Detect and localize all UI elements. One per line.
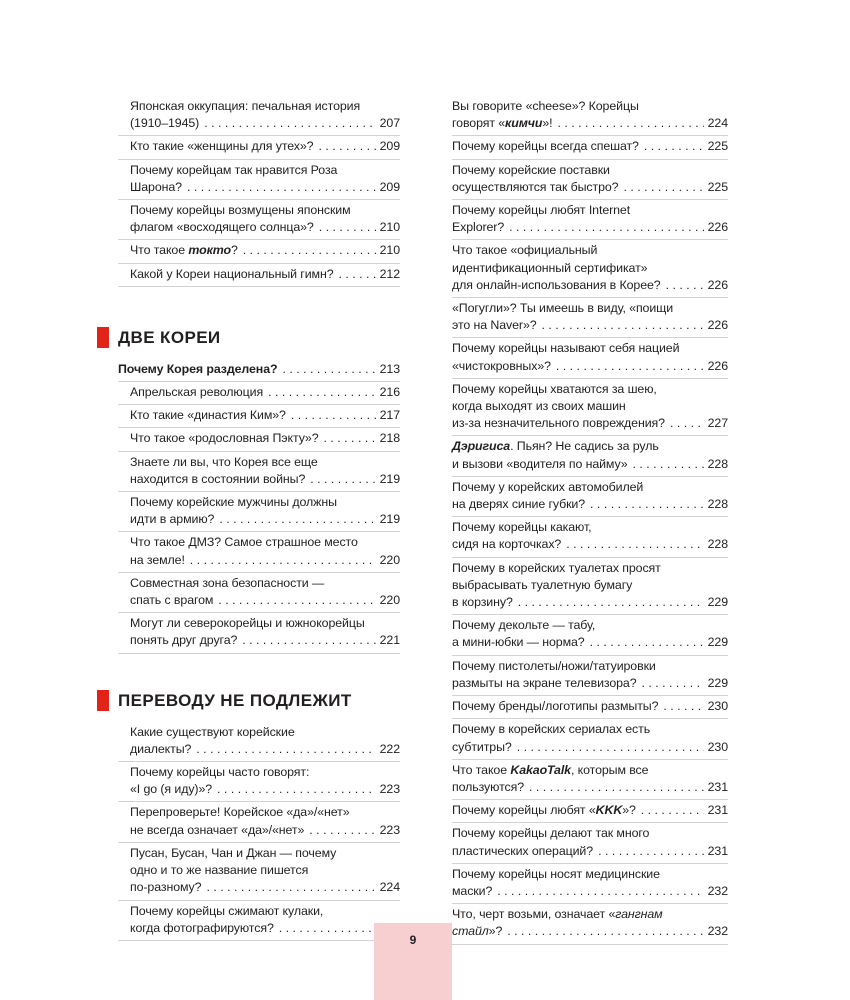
toc-leader-dots bbox=[314, 219, 376, 236]
toc-leader-dots bbox=[238, 242, 376, 259]
toc-page-number: 221 bbox=[379, 633, 400, 648]
toc-entry bbox=[452, 240, 728, 298]
toc-leader-dots bbox=[636, 802, 704, 819]
toc-page-number: 230 bbox=[707, 739, 728, 754]
toc-entry bbox=[452, 823, 728, 863]
toc-page-number: 232 bbox=[707, 883, 728, 898]
toc-leader-dots bbox=[182, 179, 376, 196]
toc-entry-text: Какие существуют корейские bbox=[130, 724, 295, 739]
toc-leader-dots bbox=[305, 471, 375, 488]
toc-page-number: 219 bbox=[379, 512, 400, 527]
toc-entry-text: не всегда означает «да»/«нет» bbox=[130, 822, 305, 837]
toc-entry bbox=[452, 298, 728, 338]
toc-entry-text: Перепроверьте! Корейское «да»/«нет» bbox=[130, 805, 350, 820]
toc-leader-dots bbox=[504, 219, 703, 236]
toc-entry bbox=[452, 615, 728, 655]
toc-entry-text: когда фотографируются? bbox=[130, 920, 274, 935]
toc-entry-text: флагом «восходящего солнца»? bbox=[130, 220, 314, 235]
toc-leader-dots bbox=[618, 179, 703, 196]
toc-entry bbox=[118, 492, 400, 532]
section-title-lost-in-translation: ПЕРЕВОДУ НЕ ПОДЛЕЖИТ bbox=[118, 690, 352, 710]
toc-entry bbox=[118, 532, 400, 572]
toc-leader-dots bbox=[191, 741, 375, 758]
toc-leader-dots bbox=[492, 883, 703, 900]
toc-page-number: 207 bbox=[379, 116, 400, 131]
toc-entry-text: это на Naver»? bbox=[452, 318, 537, 333]
toc-entry bbox=[452, 338, 728, 378]
toc-page-number: 228 bbox=[707, 497, 728, 512]
toc-entry bbox=[452, 558, 728, 616]
toc-leader-dots bbox=[263, 384, 376, 401]
toc-entry-text: по-разному? bbox=[130, 880, 202, 895]
toc-page-number: 227 bbox=[707, 416, 728, 431]
toc-page-number: 223 bbox=[379, 822, 400, 837]
toc-entry bbox=[118, 901, 400, 941]
toc-entry bbox=[118, 613, 400, 653]
toc-leader-dots bbox=[185, 552, 376, 569]
toc-page-number: 231 bbox=[707, 803, 728, 818]
toc-entry-text: пользуются? bbox=[452, 779, 525, 794]
toc-entry-text: Почему в корейских сериалах есть bbox=[452, 722, 651, 737]
toc-entry bbox=[452, 379, 728, 437]
toc-entry bbox=[452, 760, 728, 800]
toc-leader-dots bbox=[512, 739, 704, 756]
section-marker bbox=[97, 327, 109, 348]
toc-leader-dots bbox=[628, 456, 704, 473]
toc-leader-dots bbox=[277, 361, 375, 378]
toc-leader-dots bbox=[585, 634, 704, 651]
toc-page-number: 229 bbox=[707, 635, 728, 650]
toc-entry-text: Почему бренды/логотипы размыты? bbox=[452, 699, 659, 714]
toc-entry-text: Кто такие «женщины для утех»? bbox=[130, 139, 314, 154]
page-number: 9 bbox=[409, 933, 417, 947]
toc-leader-dots bbox=[665, 415, 704, 432]
toc-entry-text: Знаете ли вы, что Корея все еще bbox=[130, 454, 318, 469]
toc-leader-dots bbox=[561, 536, 703, 553]
toc-page-number: 225 bbox=[707, 179, 728, 194]
toc-leader-dots bbox=[274, 920, 376, 937]
toc-entry-text: Что такое ДМЗ? Самое страшное место bbox=[130, 535, 358, 550]
toc-page-number: 209 bbox=[379, 139, 400, 154]
toc-leader-dots bbox=[661, 277, 704, 294]
toc-block-two-koreas bbox=[118, 359, 400, 654]
toc-entry-text: Почему корейцы возмущены японским bbox=[130, 203, 351, 218]
toc-leader-dots bbox=[639, 138, 704, 155]
toc-entry-text: из-за незначительного повреждения? bbox=[452, 416, 665, 431]
toc-entry bbox=[118, 762, 400, 802]
toc-leader-dots bbox=[214, 511, 375, 528]
toc-entry bbox=[452, 160, 728, 200]
toc-entry-text: для онлайн-использования в Корее? bbox=[452, 277, 661, 292]
toc-entry bbox=[118, 200, 400, 240]
toc-page-number: 213 bbox=[379, 361, 400, 376]
toc-entry-text: Пусан, Бусан, Чан и Джан — почему bbox=[130, 845, 337, 860]
toc-entry-text: выбрасывать туалетную бумагу bbox=[452, 577, 633, 592]
toc-entry-text: говорят «кимчи»! bbox=[452, 116, 553, 131]
toc-entry bbox=[452, 800, 728, 823]
toc-entry-text: диалекты? bbox=[130, 741, 192, 756]
toc-entry-text: Что такое «официальный bbox=[452, 243, 598, 258]
toc-entry-text: (1910–1945) bbox=[130, 116, 200, 131]
toc-leader-dots bbox=[334, 266, 376, 283]
toc-page-number: 228 bbox=[707, 456, 728, 471]
toc-entry-text: Апрельская революция bbox=[130, 385, 264, 400]
toc-page-number: 220 bbox=[379, 552, 400, 567]
toc-leader-dots bbox=[237, 632, 375, 649]
toc-entry-text: Почему корейцы делают так много bbox=[452, 826, 650, 841]
toc-leader-dots bbox=[585, 496, 704, 513]
page-number-tab bbox=[374, 923, 452, 1000]
toc-leader-dots bbox=[319, 430, 376, 447]
toc-entry bbox=[452, 864, 728, 904]
toc-page-number: 224 bbox=[379, 880, 400, 895]
toc-page-number: 229 bbox=[707, 595, 728, 610]
toc-entry-text: на дверях синие губки? bbox=[452, 497, 586, 512]
toc-page-number: 230 bbox=[707, 699, 728, 714]
toc-entry bbox=[118, 96, 400, 136]
toc-entry-text: идти в армию? bbox=[130, 512, 215, 527]
toc-entry bbox=[118, 240, 400, 263]
toc-entry bbox=[452, 517, 728, 557]
toc-leader-dots bbox=[524, 779, 704, 796]
toc-entry-text: на земле! bbox=[130, 552, 185, 567]
toc-block-continued bbox=[452, 96, 728, 945]
toc-page-number: 231 bbox=[707, 843, 728, 858]
toc-entry-text: Почему декольте — табу, bbox=[452, 618, 596, 633]
toc-entry-text: спать с врагом bbox=[130, 593, 214, 608]
toc-leader-dots bbox=[637, 675, 704, 692]
toc-entry-text: Почему корейцы хватаются за шею, bbox=[452, 381, 657, 396]
toc-entry bbox=[118, 452, 400, 492]
toc-page-number: 228 bbox=[707, 537, 728, 552]
toc-entry-text: Почему у корейских автомобилей bbox=[452, 479, 644, 494]
toc-page-number: 217 bbox=[379, 408, 400, 423]
toc-page-number: 216 bbox=[379, 385, 400, 400]
toc-right-column bbox=[452, 96, 728, 945]
section-heading bbox=[97, 327, 400, 349]
toc-entry-text: Почему корейцы часто говорят: bbox=[130, 765, 310, 780]
toc-entry-text: Вы говорите «cheese»? Корейцы bbox=[452, 99, 639, 113]
toc-leader-dots bbox=[553, 115, 704, 132]
toc-page-number: 209 bbox=[379, 179, 400, 194]
toc-entry-text: одно и то же название пишется bbox=[130, 863, 309, 878]
toc-entry-text: Почему корейцы сжимают кулаки, bbox=[130, 903, 324, 918]
toc-entry bbox=[452, 696, 728, 719]
toc-entry-text: «I go (я иду)»? bbox=[130, 782, 213, 797]
toc-leader-dots bbox=[658, 698, 703, 715]
toc-leader-dots bbox=[313, 138, 375, 155]
toc-leader-dots bbox=[213, 592, 375, 609]
toc-block-translation bbox=[118, 722, 400, 941]
toc-page-number: 229 bbox=[707, 675, 728, 690]
toc-page-number: 225 bbox=[707, 139, 728, 154]
toc-entry-text: когда выходят из своих машин bbox=[452, 399, 626, 414]
toc-entry bbox=[118, 428, 400, 451]
toc-entry-text: Почему корейцы какают, bbox=[452, 520, 592, 535]
toc-entry bbox=[118, 843, 400, 901]
toc-entry bbox=[118, 405, 400, 428]
toc-entry-text: Explorer? bbox=[452, 220, 505, 235]
toc-page-number: 210 bbox=[379, 220, 400, 235]
toc-page-number: 210 bbox=[379, 243, 400, 258]
toc-entry bbox=[452, 719, 728, 759]
toc-entry-text: «чистокровных»? bbox=[452, 358, 551, 373]
toc-page-number: 224 bbox=[707, 116, 728, 131]
toc-entry-text: Совместная зона безопасности — bbox=[130, 575, 325, 590]
toc-entry-text: Почему пистолеты/ножи/татуировки bbox=[452, 658, 656, 673]
toc-page-number: 218 bbox=[379, 431, 400, 446]
toc-page-number: 226 bbox=[707, 220, 728, 235]
toc-entry bbox=[118, 573, 400, 613]
toc-entry-text: Почему корейские поставки bbox=[452, 162, 610, 177]
toc-entry-text: Почему корейские мужчины должны bbox=[130, 495, 337, 510]
toc-block-occupation bbox=[118, 96, 400, 287]
toc-entry-text: понять друг друга? bbox=[130, 633, 238, 648]
toc-leader-dots bbox=[199, 115, 375, 132]
toc-page-number: 212 bbox=[379, 266, 400, 281]
toc-page-number: 226 bbox=[707, 358, 728, 373]
toc-page-number: 219 bbox=[379, 471, 400, 486]
toc-entry-text: осуществляются так быстро? bbox=[452, 179, 619, 194]
toc-entry bbox=[452, 436, 728, 476]
toc-entry-text: пластических операций? bbox=[452, 843, 594, 858]
toc-page-number: 220 bbox=[379, 593, 400, 608]
toc-leader-dots bbox=[304, 822, 375, 839]
toc-entry-text: маски? bbox=[452, 883, 493, 898]
toc-entry bbox=[452, 656, 728, 696]
toc-entry-text: Что такое «родословная Пэкту»? bbox=[130, 431, 319, 446]
toc-leader-dots bbox=[593, 843, 704, 860]
toc-entry-text: Какой у Кореи национальный гимн? bbox=[130, 266, 334, 281]
toc-entry-text: Что такое токто? bbox=[130, 243, 238, 258]
toc-entry-text: Почему корейцы любят «KKK»? bbox=[452, 803, 636, 818]
toc-entry-text: Почему в корейских туалетах просят bbox=[452, 560, 661, 575]
toc-leader-dots bbox=[201, 879, 375, 896]
toc-leader-dots bbox=[502, 923, 703, 940]
toc-page-number: 232 bbox=[707, 924, 728, 939]
toc-entry bbox=[118, 136, 400, 159]
toc-entry-text: идентификационный сертификат» bbox=[452, 260, 648, 275]
toc-entry bbox=[452, 136, 728, 159]
toc-leader-dots bbox=[537, 317, 704, 334]
toc-entry bbox=[452, 477, 728, 517]
toc-entry-text: стайл»? bbox=[452, 924, 503, 939]
toc-entry-text: в корзину? bbox=[452, 595, 513, 610]
toc-entry-text: Могут ли северокорейцы и южнокорейцы bbox=[130, 616, 365, 631]
section-marker bbox=[97, 690, 109, 711]
toc-entry-text: Почему корейцы носят медицинские bbox=[452, 866, 660, 881]
toc-entry bbox=[118, 160, 400, 200]
toc-entry bbox=[118, 382, 400, 405]
toc-entry bbox=[118, 802, 400, 842]
toc-page-number: 226 bbox=[707, 318, 728, 333]
toc-page-number: 231 bbox=[707, 779, 728, 794]
toc-entry-text: а мини-юбки — норма? bbox=[452, 635, 585, 650]
toc-entry-text: субтитры? bbox=[452, 739, 512, 754]
toc-entry-text: Кто такие «династия Ким»? bbox=[130, 408, 286, 423]
toc-page-number: 223 bbox=[379, 782, 400, 797]
toc-entry-text: Что такое KakaoTalk, которым все bbox=[452, 762, 649, 777]
toc-leader-dots bbox=[286, 407, 376, 424]
toc-entry-text: Японская оккупация: печальная история bbox=[130, 99, 361, 113]
toc-entry bbox=[452, 96, 728, 136]
toc-entry-text: сидя на корточках? bbox=[452, 537, 562, 552]
toc-page-number: 222 bbox=[379, 741, 400, 756]
toc-entry bbox=[118, 722, 400, 762]
toc-leader-dots bbox=[551, 358, 704, 375]
toc-entry-text: Шарона? bbox=[130, 179, 182, 194]
toc-entry-text: Почему корейцы называют себя нацией bbox=[452, 341, 680, 356]
toc-entry-text: «Погугли»? Ты имеешь в виду, «поищи bbox=[452, 301, 674, 316]
toc-page-number: 226 bbox=[707, 277, 728, 292]
toc-entry-text: Дэригиса. Пьян? Не садись за руль bbox=[452, 439, 659, 454]
toc-entry-text: Почему корейцам так нравится Роза bbox=[130, 162, 338, 177]
toc-leader-dots bbox=[513, 594, 704, 611]
section-title-two-koreas: ДВЕ КОРЕИ bbox=[118, 327, 221, 347]
toc-entry-text: находится в состоянии войны? bbox=[130, 471, 306, 486]
toc-entry-text: Почему корейцы всегда спешат? bbox=[452, 139, 639, 154]
toc-entry-text: Что, черт возьми, означает «гангнам bbox=[452, 907, 663, 922]
toc-entry-text: Почему Корея разделена? bbox=[118, 361, 278, 376]
toc-entry-text: Почему корейцы любят Internet bbox=[452, 203, 631, 218]
toc-entry-text: размыты на экране телевизора? bbox=[452, 675, 637, 690]
toc-entry-text: и вызови «водителя по найму» bbox=[452, 456, 628, 471]
toc-entry bbox=[118, 264, 400, 287]
toc-entry bbox=[452, 200, 728, 240]
section-heading bbox=[97, 690, 400, 712]
toc-entry bbox=[452, 904, 728, 944]
toc-left-column bbox=[118, 96, 400, 941]
toc-entry bbox=[118, 359, 400, 382]
toc-leader-dots bbox=[212, 781, 376, 798]
